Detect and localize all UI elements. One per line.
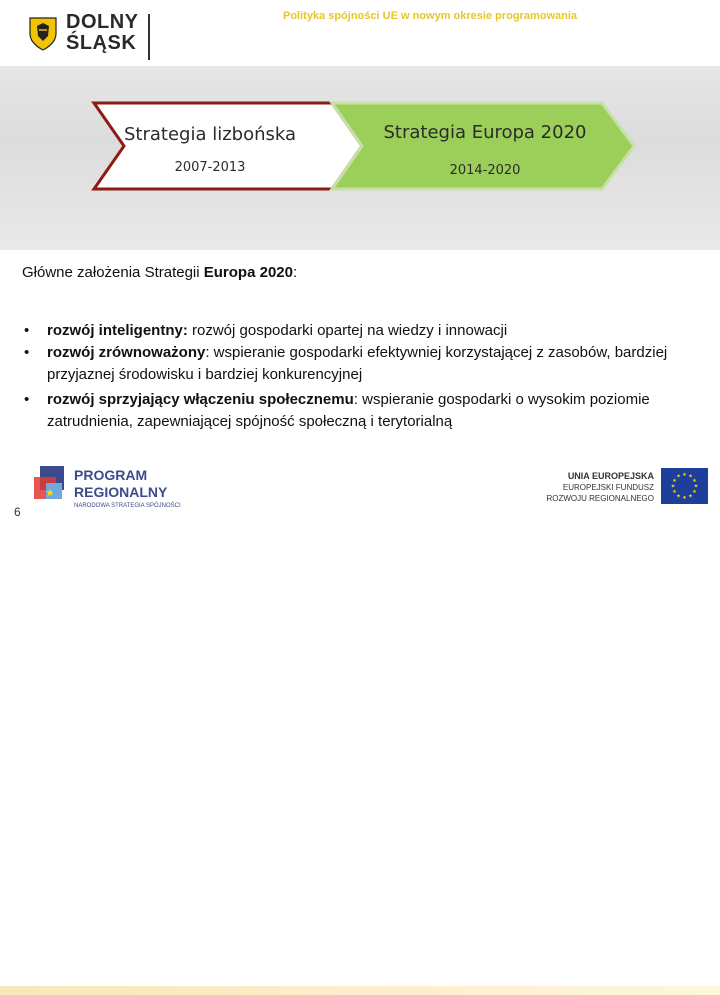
arrow-lisbon (94, 103, 362, 189)
eu-line3: ROZWOJU REGIONALNEGO (546, 494, 654, 503)
strategy-arrows (64, 100, 644, 196)
list-item-bold: rozwój sprzyjający włączeniu społecznemu (47, 391, 354, 408)
list-item (22, 342, 702, 386)
arrow-europe-years: 2014-2020 (449, 163, 521, 178)
program-line1: PROGRAM (74, 467, 148, 483)
svg-text:★: ★ (688, 493, 693, 500)
program-line2: REGIONALNY (74, 484, 168, 500)
intro-prefix: Główne założenia Strategii (22, 264, 204, 281)
eu-text (530, 471, 654, 504)
logo-text (66, 12, 139, 54)
program-regionalny-logo-icon (30, 463, 70, 503)
intro-suffix: : (292, 264, 298, 281)
list-item-text: : wspieranie gospodarki efektywniej korzystającej z zasobów, bardziej przyjaznej środowisku i bardziej konkurencyjnej (47, 344, 668, 383)
program-subtitle: NARODOWA STRATEGIA SPÓJNOŚCI (74, 503, 181, 509)
arrow-lisbon-years: 2007-2013 (174, 160, 246, 175)
svg-text:★: ★ (670, 483, 676, 490)
eu-flag-icon (661, 468, 708, 504)
svg-text:★: ★ (45, 488, 55, 499)
eu-line1: UNIA EUROPEJSKA (567, 471, 654, 481)
page-number: 6 (14, 505, 21, 519)
dolny-slask-logo (28, 12, 158, 62)
list-item-text: : wspieranie gospodarki o wysokim poziomie zatrudnienia, zapewniającej spójność społeczną i terytorialną (47, 391, 650, 430)
list-item-text: rozwój gospodarki opartej na wiedzy i innowacji (187, 322, 508, 339)
intro-bold: Europa 2020 (203, 264, 293, 281)
svg-text:★: ★ (688, 473, 693, 480)
arrow-lisbon-title: Strategia lizbońska (123, 124, 297, 145)
arrow-europe-title: Strategia Europa 2020 (383, 122, 587, 143)
svg-text:★: ★ (672, 489, 677, 495)
svg-text:★: ★ (676, 473, 681, 480)
coat-of-arms-icon (28, 16, 58, 52)
eu-line2: EUROPEJSKI FUNDUSZ (562, 483, 654, 492)
intro-text (22, 262, 702, 284)
program-title (74, 467, 167, 501)
header-bar (0, 0, 720, 70)
logo-text-line2: ŚLĄSK (66, 32, 137, 54)
footer-strip (0, 986, 720, 995)
svg-text:★: ★ (693, 483, 699, 490)
main-content (22, 262, 702, 430)
list-item-bold: rozwój zrównoważony (47, 344, 206, 361)
bullet-icon: • (24, 344, 30, 361)
bullet-icon: • (24, 391, 30, 408)
goals-list (22, 320, 702, 433)
list-item (22, 389, 702, 433)
bullet-icon: • (24, 322, 30, 339)
logo-separator (148, 14, 150, 60)
svg-text:★: ★ (692, 478, 697, 484)
svg-text:★: ★ (682, 495, 687, 501)
list-item-bold: rozwój inteligentny: (47, 322, 188, 339)
svg-text:★: ★ (676, 493, 681, 500)
svg-text:★: ★ (692, 489, 697, 495)
list-item (22, 320, 702, 342)
eu-stars-icon (661, 468, 708, 504)
svg-text:★: ★ (672, 478, 677, 484)
header-title: Polityka spójności UE w nowym okresie programowania (282, 10, 578, 22)
svg-text:★: ★ (682, 472, 687, 478)
logo-text-line1: DOLNY (66, 11, 139, 33)
